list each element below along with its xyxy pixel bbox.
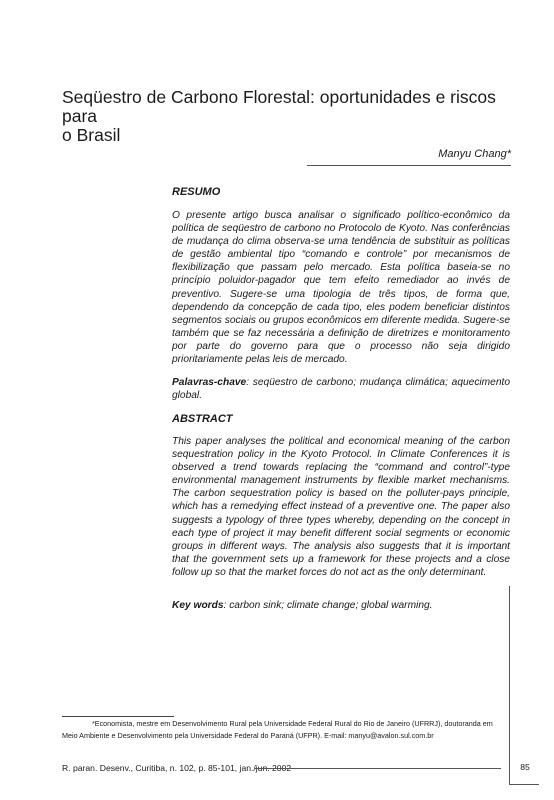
abstract-keywords-label: Key words bbox=[172, 600, 224, 611]
author-footnote bbox=[62, 718, 514, 742]
author-name: Manyu Chang* bbox=[438, 148, 511, 160]
abstract-keywords-text: : carbon sink; climate change; global warming. bbox=[223, 600, 433, 611]
footnote-line-2: Meio Ambiente e Desenvolvimento pela Universidade Federal do Paraná (UFPR). E-mail: manyu@avalon.sul.com.br bbox=[62, 731, 434, 740]
footnote-divider bbox=[62, 716, 174, 717]
author-divider bbox=[307, 165, 511, 166]
margin-vertical-rule bbox=[509, 586, 510, 784]
abstract-heading: ABSTRACT bbox=[172, 413, 233, 425]
resumo-keywords-label: Palavras-chave bbox=[172, 377, 247, 388]
resumo-keywords-text: : seqüestro de carbono; mudança climática; aquecimento global. bbox=[172, 377, 510, 402]
page-number: 85 bbox=[520, 762, 530, 772]
margin-corner-rule bbox=[509, 784, 539, 785]
article-title bbox=[62, 88, 502, 145]
resumo-keywords bbox=[172, 376, 510, 402]
footer-divider bbox=[255, 768, 501, 769]
abstract-keywords bbox=[172, 599, 510, 612]
journal-citation: R. paran. Desenv., Curitiba, n. 102, p. 85-101, jan./jun. 2002 bbox=[62, 763, 292, 773]
title-line-2: o Brasil bbox=[62, 125, 121, 145]
title-line-1: Seqüestro de Carbono Florestal: oportunidades e riscos para bbox=[62, 87, 496, 126]
footnote-line-1: *Economista, mestre em Desenvolvimento Rural pela Universidade Federal Rural do Rio de Janeiro (UFRRJ), doutoranda em bbox=[92, 719, 493, 728]
abstract-body: This paper analyses the political and economical meaning of the carbon sequestration policy in the Kyoto Protocol. In Climate Conferences it is observed a trend towards replacing the “command and control”-type environmental management instruments by flexible market mechanisms. The carbon sequestration policy is based on the polluter-pays principle, which has a remedying effect instead of a preventive one. The paper also suggests a typology of three types whereby, depending on the concept in each type of project it may benefit different social segments or economic groups in different ways. The analysis also suggests that it is important that the government sets up a framework for these projects and a close follow up so that the market forces do not act as the only determinant. bbox=[172, 436, 510, 578]
resumo-heading: RESUMO bbox=[172, 186, 221, 198]
resumo-body: O presente artigo busca analisar o significado político-econômico da política de seqüestro de carbono no Protocolo de Kyoto. Nas conferências de mudança do clima observa-se uma tendência de substituir as políticas de gestão ambiental tipo “comando e controle” por mecanismos de flexibilização que passam pelo mercado. Esta política baseia-se no princípio poluidor-pagador que tem efeito remediador ao invés de preventivo. Sugere-se uma tipologia de três tipos, de forma que, dependendo da concepção de cada tipo, eles podem beneficiar distintos segmentos sociais ou grupos econômicos em diferente medida. Sugere-se também que se faz necessária a definição de diretrizes e monitoramento por parte do governo para que o processo não seja dirigido prioritariamente pelas leis de mercado. bbox=[172, 210, 510, 366]
